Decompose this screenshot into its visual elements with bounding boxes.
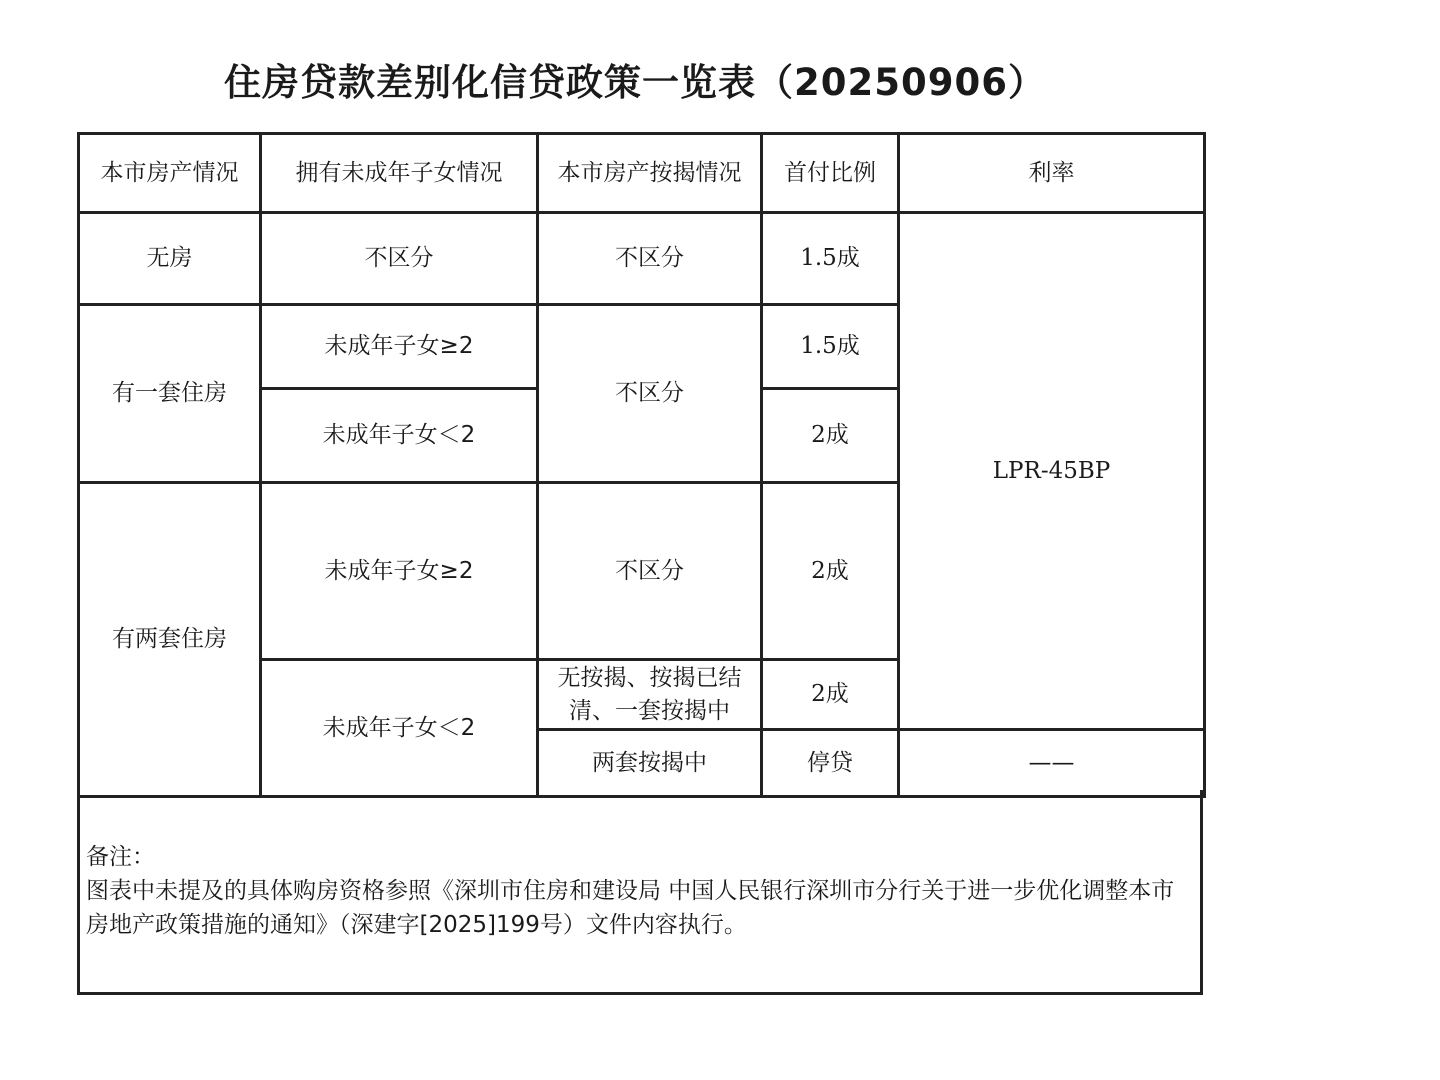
header-property: 本市房产情况 bbox=[79, 134, 261, 213]
cell-mortgage: 不区分 bbox=[538, 213, 762, 305]
cell-rate-merged: LPR-45BP bbox=[899, 213, 1205, 730]
document-title: 住房贷款差别化信贷政策一览表（20250906） bbox=[224, 61, 1046, 104]
cell-children: 未成年子女≥2 bbox=[261, 305, 538, 389]
policy-table bbox=[77, 132, 1206, 798]
cell-property: 无房 bbox=[79, 213, 261, 305]
table-header-row bbox=[79, 134, 1205, 213]
header-down-payment: 首付比例 bbox=[762, 134, 899, 213]
cell-down-payment: 2成 bbox=[762, 389, 899, 483]
cell-property: 有一套住房 bbox=[79, 305, 261, 483]
cell-rate: —— bbox=[899, 730, 1205, 797]
notes-box bbox=[77, 790, 1203, 995]
cell-mortgage: 不区分 bbox=[538, 483, 762, 660]
header-mortgage: 本市房产按揭情况 bbox=[538, 134, 762, 213]
cell-mortgage: 无按揭、按揭已结清、一套按揭中 bbox=[538, 660, 762, 730]
cell-down-payment: 2成 bbox=[762, 483, 899, 660]
cell-mortgage: 不区分 bbox=[538, 305, 762, 483]
cell-down-payment: 停贷 bbox=[762, 730, 899, 797]
cell-down-payment: 2成 bbox=[762, 660, 899, 730]
cell-mortgage: 两套按揭中 bbox=[538, 730, 762, 797]
table-row bbox=[79, 213, 1205, 305]
cell-children: 未成年子女＜2 bbox=[261, 389, 538, 483]
notes-label: 备注： bbox=[86, 844, 155, 870]
cell-down-payment: 1.5成 bbox=[762, 305, 899, 389]
header-children: 拥有未成年子女情况 bbox=[261, 134, 538, 213]
cell-down-payment: 1.5成 bbox=[762, 213, 899, 305]
cell-property: 有两套住房 bbox=[79, 483, 261, 797]
cell-children: 不区分 bbox=[261, 213, 538, 305]
cell-children: 未成年子女≥2 bbox=[261, 483, 538, 660]
header-rate: 利率 bbox=[899, 134, 1205, 213]
cell-children: 未成年子女＜2 bbox=[261, 660, 538, 797]
notes-text: 图表中未提及的具体购房资格参照《深圳市住房和建设局 中国人民银行深圳市分行关于进一步优化调整本市房地产政策措施的通知》（深建字[2025]199号）文件内容执行。 bbox=[86, 878, 1175, 938]
